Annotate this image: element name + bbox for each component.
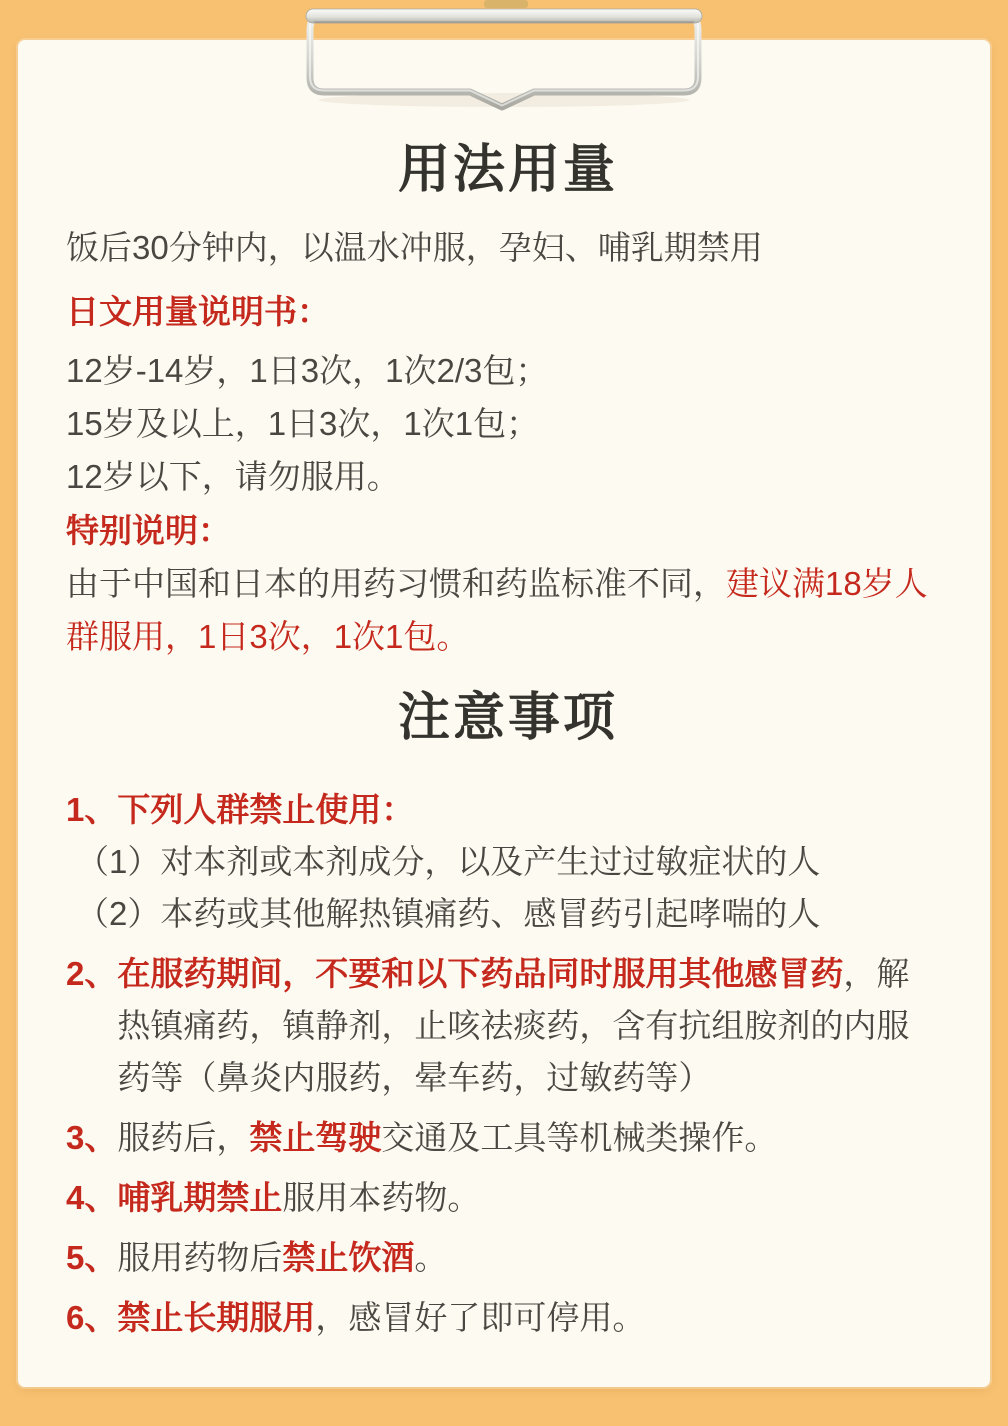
item-text: 服用药物后禁止饮酒。 — [117, 1239, 448, 1276]
list-subitem-1: （1）对本剂或本剂成分，以及产生过过敏症状的人 — [76, 843, 821, 880]
jp-dosage-line: 15岁及以上，1日3次，1次1包； — [66, 405, 540, 442]
clipboard-clip-icon — [294, 0, 714, 112]
item-text: 服药后，禁止驾驶交通及工具等机械类操作。 — [117, 1119, 778, 1156]
list-item-3 — [66, 1112, 950, 1164]
item-number: 1、 — [66, 791, 118, 828]
list-item-5 — [66, 1232, 950, 1284]
item-number: 6、 — [66, 1299, 118, 1336]
special-note-red-text: 建议满18岁人群服用，1日3次，1次1包。 — [66, 565, 928, 655]
item-text: 哺乳期禁止服用本药物。 — [117, 1179, 481, 1216]
item-number: 5、 — [66, 1239, 118, 1276]
list-item-2 — [66, 948, 950, 1104]
precaution-list — [66, 784, 950, 1344]
list-item-6 — [66, 1292, 950, 1344]
sheet-content — [18, 40, 990, 1344]
special-note-heading: 特别说明： — [66, 512, 231, 549]
special-note — [66, 557, 950, 663]
jp-dosage-line: 12岁以下，请勿服用。 — [66, 458, 400, 495]
item-text: 下列人群禁止使用： — [117, 791, 415, 828]
list-item-1 — [66, 784, 950, 836]
dosage-intro: 饭后30分钟内，以温水冲服，孕妇、哺乳期禁用 — [66, 229, 763, 266]
jp-dosage-heading: 日文用量说明书： — [66, 293, 330, 330]
item-text: 在服药期间，不要和以下药品同时服用其他感冒药，解热镇痛药，镇静剂，止咳祛痰药，含有抗组胺剂的内服药等（鼻炎内服药，晕车药，过敏药等） — [117, 955, 910, 1096]
paper-sheet — [18, 40, 990, 1387]
list-subitem-2: （2）本药或其他解热镇痛药、感冒药引起哮喘的人 — [76, 895, 821, 932]
item-text: 禁止长期服用，感冒好了即可停用。 — [117, 1299, 646, 1336]
item-number: 3、 — [66, 1119, 118, 1156]
section-title-precautions: 注意事项 — [397, 689, 618, 747]
item-number: 4、 — [66, 1179, 118, 1216]
item-number: 2、 — [66, 955, 118, 992]
section-title-dosage: 用法用量 — [397, 141, 618, 199]
jp-dosage-line: 12岁-14岁，1日3次，1次2/3包； — [66, 352, 549, 389]
list-item-4 — [66, 1172, 950, 1224]
jp-dosage-lines — [66, 344, 950, 503]
special-note-dark-text: 由于中国和日本的用药习惯和药监标准不同， — [66, 565, 726, 602]
